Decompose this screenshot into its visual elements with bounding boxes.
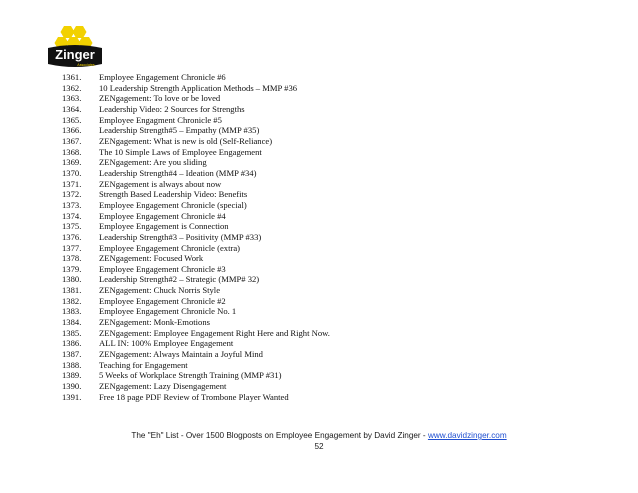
entry-title: Employee Engagment Chronicle #5 [99,114,222,125]
entry-title: ALL IN: 100% Employee Engagement [99,338,234,349]
footer-link[interactable]: www.davidzinger.com [427,431,507,440]
entry-title: Leadership Strength#4 – Ideation (MMP #34) [99,167,257,178]
list-item [62,306,330,317]
entry-title: ZENgagement: Employee Engagement Right Here and Right Now. [99,327,330,338]
entry-number: 1374. [62,210,82,221]
list-item [62,285,330,296]
entry-number: 1371. [62,178,82,189]
entry-number: 1363. [62,93,82,104]
entry-title: Employee Engagement Chronicle (extra) [99,242,241,253]
entry-number: 1388. [62,359,82,370]
entry-number: 1368. [62,146,82,157]
list-item [62,93,330,104]
entry-number: 1389. [62,370,82,381]
entry-title: Employee Engagement Chronicle #4 [99,210,226,221]
page-footer [0,430,638,452]
logo-subtext: Associates [77,63,95,67]
entry-title: 10 Leadership Strength Application Methods – MMP #36 [99,82,298,93]
entry-number: 1385. [62,327,82,338]
list-item [62,296,330,307]
entry-number: 1372. [62,189,82,200]
entry-number: 1390. [62,381,82,392]
list-item [62,392,330,403]
list-item [62,104,330,115]
entry-title: Free 18 page PDF Review of Trombone Player Wanted [99,391,289,402]
entry-number: 1386. [62,338,82,349]
footer-text: The "Eh" List - Over 1500 Blogposts on Employee Engagement by David Zinger - [131,431,428,440]
list-item [62,72,330,83]
list-item [62,147,330,158]
entry-number: 1381. [62,285,82,296]
list-item [62,179,330,190]
entry-title: ZENgagement is always about now [99,178,222,189]
entry-title: Leadership Video: 2 Sources for Strengths [99,103,245,114]
list-item [62,253,330,264]
list-item [62,221,330,232]
zinger-logo [46,24,104,70]
entry-number: 1369. [62,157,82,168]
entry-title: Leadership Strength#3 – Positivity (MMP #33) [99,231,262,242]
entry-title: ZENgagement: Are you sliding [99,157,207,168]
entry-title: Employee Engagement is Connection [99,221,229,232]
entry-number: 1391. [62,391,82,402]
list-item [62,349,330,360]
entry-title: Teaching for Engagement [99,359,188,370]
list-item [62,125,330,136]
entry-number: 1361. [62,72,82,82]
entry-number: 1370. [62,167,82,178]
list-item [62,200,330,211]
list-item [62,189,330,200]
entry-title: ZENgagement: Monk-Emotions [99,317,210,328]
entry-title: Employee Engagement Chronicle No. 1 [99,306,237,317]
entry-title: Employee Engagement Chronicle #2 [99,295,226,306]
entry-number: 1373. [62,199,82,210]
list-item [62,211,330,222]
entry-number: 1365. [62,114,82,125]
entry-title: Strength Based Leadership Video: Benefits [99,189,248,200]
list-item [62,136,330,147]
entry-title: ZENgagement: To love or be loved [99,93,221,104]
entry-title: ZENgagement: What is new is old (Self-Reliance) [99,135,273,146]
list-item [62,83,330,94]
zinger-logo-icon [46,24,104,70]
entry-number: 1380. [62,274,82,285]
footer-line [0,430,638,441]
entry-number: 1366. [62,125,82,136]
entry-title: ZENgagement: Chuck Norris Style [99,285,221,296]
list-item [62,243,330,254]
entry-title: The 10 Simple Laws of Employee Engagement [99,146,262,157]
list-item [62,381,330,392]
entry-number: 1384. [62,317,82,328]
entry-number: 1362. [62,82,82,93]
list-item [62,168,330,179]
list-item [62,328,330,339]
blogpost-list [62,72,330,402]
entry-title: ZENgagement: Lazy Disengagement [99,381,227,392]
entry-number: 1364. [62,103,82,114]
entry-title: ZENgagement: Always Maintain a Joyful Mind [99,349,263,360]
list-item [62,232,330,243]
entry-title: Leadership Strength#5 – Empathy (MMP #35) [99,125,260,136]
entry-number: 1378. [62,253,82,264]
list-item [62,264,330,275]
list-item [62,360,330,371]
entry-number: 1379. [62,263,82,274]
entry-title: Employee Engagement Chronicle #3 [99,263,226,274]
list-item [62,317,330,328]
entry-title: Employee Engagement Chronicle #6 [99,72,226,82]
entry-title: ZENgagement: Focused Work [99,253,204,264]
entry-number: 1367. [62,135,82,146]
entry-number: 1383. [62,306,82,317]
logo-text: Zinger [55,47,95,62]
entry-title: 5 Weeks of Workplace Strength Training (MMP #31) [99,370,282,381]
list-item [62,157,330,168]
entry-title: Employee Engagement Chronicle (special) [99,199,247,210]
list-item [62,115,330,126]
page-number: 52 [314,442,324,451]
entry-number: 1375. [62,221,82,232]
list-item [62,338,330,349]
list-item [62,274,330,285]
entry-number: 1382. [62,295,82,306]
list-item [62,370,330,381]
entry-number: 1377. [62,242,82,253]
entry-number: 1387. [62,349,82,360]
entry-title: Leadership Strength#2 – Strategic (MMP# 32) [99,274,260,285]
entry-number: 1376. [62,231,82,242]
